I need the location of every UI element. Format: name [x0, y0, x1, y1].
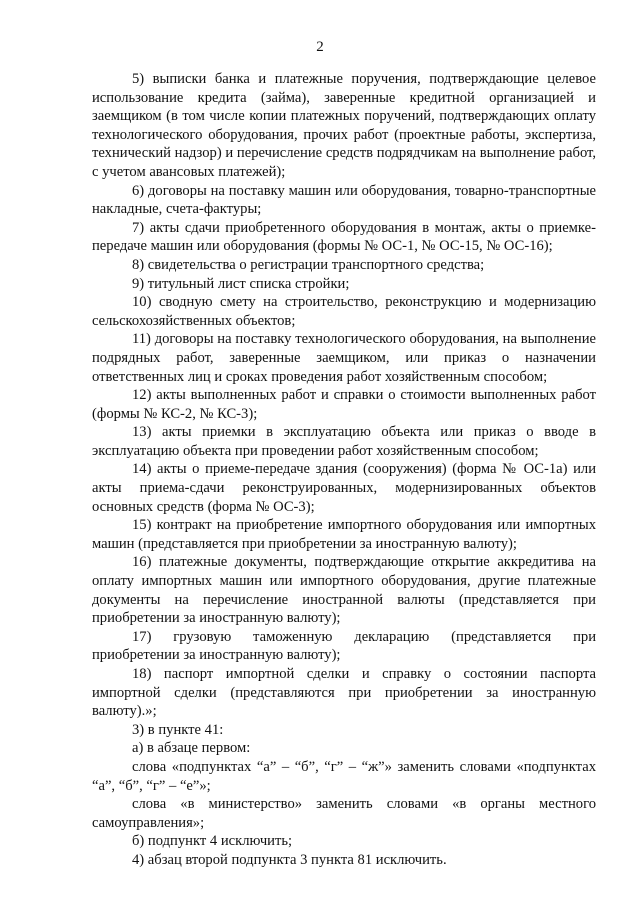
- paragraph: 9) титульный лист списка стройки;: [132, 275, 350, 292]
- paragraph: 13) акты приемки в эксплуатацию объекта или приказ о вводе в эксплуатацию объекта при проведении работ хозяйственным способом;: [92, 424, 596, 459]
- paragraph: 17) грузовую таможенную декларацию (представляется при приобретении за иностранную валюту);: [92, 628, 596, 664]
- document-body: [92, 70, 596, 870]
- paragraph: 15) контракт на приобретение импортного оборудования или импортных машин (представляется при приобретении за иностранную валюту);: [92, 517, 596, 552]
- paragraph: 12) акты выполненных работ и справки о стоимости выполненных работ (формы № КС-2, № КС-3);: [92, 387, 596, 422]
- paragraph: 18) паспорт импортной сделки и справку о состоянии паспорта импортной сделки (представляются при приобретении за иностранную валюту).»;: [92, 666, 596, 720]
- paragraph: 3) в пункте 41:: [132, 721, 224, 738]
- paragraph: а) в абзаце первом:: [132, 740, 251, 757]
- page-number: 2: [316, 39, 324, 55]
- paragraph: 4) абзац второй подпункта 3 пункта 81 исключить.: [132, 851, 447, 868]
- paragraph: слова «подпунктах “а” – “б”, “г” – “ж”» заменить словами «подпунктах “а”, “б”, “г” – “е”»;: [92, 758, 596, 794]
- paragraph: 16) платежные документы, подтверждающие открытие аккредитива на оплату импортных машин или импортного оборудования, другие платежные документы на перечисление иностранной валюты (представляется при приобретении за иностранную валюту);: [92, 554, 596, 627]
- paragraph: 10) сводную смету на строительство, реконструкцию и модернизацию сельскохозяйственных объектов;: [92, 294, 596, 329]
- paragraph: 11) договоры на поставку технологического оборудования, на выполнение подрядных работ, заверенные заемщиком, или приказ о назначении ответственных лиц и сроках проведения работ хозяйственным способом;: [92, 331, 596, 385]
- paragraph: 6) договоры на поставку машин или оборудования, товарно-транспортные накладные, счета-фактуры;: [92, 182, 596, 218]
- paragraph: 14) акты о приеме-передаче здания (сооружения) (форма № ОС-1а) или акты приема-сдачи реконструированных, модернизированных объектов основных средств (форма № ОС-3);: [92, 461, 596, 515]
- paragraph: 8) свидетельства о регистрации транспортного средства;: [132, 256, 485, 273]
- paragraph: 7) акты сдачи приобретенного оборудования в монтаж, акты о приемке-передаче машин или оборудования (формы № ОС-1, № ОС-15, № ОС-16);: [92, 219, 596, 255]
- paragraph: 5) выписки банка и платежные поручения, подтверждающие целевое использование кредита (займа), заверенные кредитной организацией и заемщиком (в том числе копии платежных поручений, подтверждающих оплату технологического оборудования, прочих работ (проектные работы, экспертиза, технический надзор) и перечисление средств подрядчикам на выполнение работ, с учетом авансовых платежей);: [92, 71, 596, 180]
- paragraph: слова «в министерство» заменить словами «в органы местного самоуправления»;: [92, 796, 596, 831]
- paragraph: б) подпункт 4 исключить;: [132, 833, 293, 850]
